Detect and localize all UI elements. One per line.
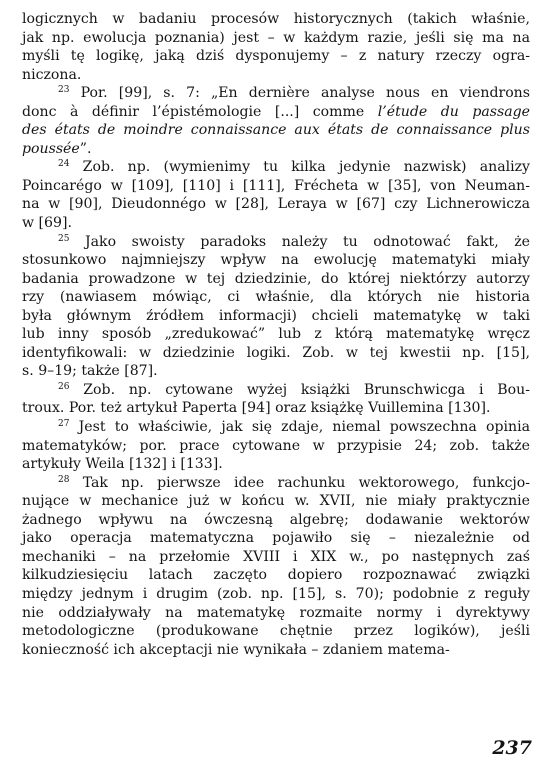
text-line <box>22 307 530 326</box>
text-line <box>22 325 530 344</box>
footnote-start-line <box>22 233 530 252</box>
footnote-start-line <box>22 158 530 177</box>
line-text: jako operacja matematyczna pojawiło się – niezależnie od <box>22 530 530 547</box>
text-line <box>22 641 530 660</box>
text-line <box>22 585 530 604</box>
text-line <box>22 177 530 196</box>
text-line <box>22 66 530 85</box>
line-text: niczona. <box>22 66 82 83</box>
text-line <box>22 455 530 474</box>
text-line <box>22 344 530 363</box>
line-text: kilkudziesięciu latach zaczęto dopiero rozpoznawać związki <box>22 567 530 584</box>
text-line <box>22 492 530 511</box>
text-line <box>22 399 530 418</box>
footnotes-text <box>22 10 530 659</box>
footnote-number: 25 <box>58 233 70 244</box>
footnote-number: 26 <box>58 381 70 392</box>
line-text: lub inny sposób „zredukować” lub z którą matematykę wręcz <box>22 326 530 343</box>
text-line <box>22 47 530 66</box>
line-text: myśli tę logikę, jaką dziś dysponujemy – z natury rzeczy ogra- <box>22 48 530 65</box>
italic-phrase: des états de moindre connaissance aux états de connaissance plus <box>22 122 530 139</box>
footnote-start-line <box>22 418 530 437</box>
text-line <box>22 195 530 214</box>
text-line <box>22 214 530 233</box>
text-line <box>22 548 530 567</box>
text-line <box>22 604 530 623</box>
text-line <box>22 511 530 530</box>
line-text: troux. Por. też artykuł Paperta [94] oraz książkę Vuillemina [130]. <box>22 400 491 417</box>
line-text: na w [90], Dieudonnégo w [28], Leraya w [67] czy Lichnerowicza <box>22 196 530 213</box>
line-text: w [69]. <box>22 215 72 232</box>
text-line <box>22 566 530 585</box>
text-line <box>22 29 530 48</box>
footnote-number: 24 <box>58 159 70 170</box>
text-line <box>22 437 530 456</box>
line-text: Jako swoisty paradoks należy tu odnotować fakt, że <box>85 233 530 250</box>
footnote-number: 28 <box>58 474 70 485</box>
footnote-start-line <box>22 381 530 400</box>
line-text: między jednym i drugim (zob. np. [15], s. 70); podobnie z reguły <box>22 585 530 602</box>
text-line <box>22 251 530 270</box>
line-text: stosunkowo najmniejszy wpływ na ewolucję matematyki miały <box>22 252 530 269</box>
line-text: konieczność ich akceptacji nie wynikała – zdaniem matema- <box>22 641 450 658</box>
line-text: s. 9–19; także [87]. <box>22 363 158 380</box>
footnote-number: 23 <box>58 85 70 96</box>
line-text: Jest to właściwie, jak się zdaje, niemal powszechna opinia <box>78 419 530 436</box>
text-line <box>22 362 530 381</box>
italic-phrase: poussée <box>22 140 80 157</box>
footnote-number: 27 <box>58 419 70 430</box>
text-line <box>22 121 530 140</box>
line-text: poussée”. <box>22 140 92 157</box>
line-text: Zob. np. cytowane wyżej książki Brunschwicga i Bou- <box>83 381 530 398</box>
line-text: mechaniki – na przełomie XVIII i XIX w., po następnych zaś <box>22 548 530 565</box>
line-text <box>22 122 530 138</box>
line-text: nie oddziaływały na matematykę rozmaite normy i dyrektywy <box>22 604 530 621</box>
line-text: rzy (nawiasem mówiąc, ci właśnie, dla których nie historia <box>22 289 530 306</box>
line-text: Tak np. pierwsze idee rachunku wektorowego, funkcjo- <box>82 474 530 491</box>
line-text: Zob. np. (wymienimy tu kilka jedynie nazwisk) analizy <box>82 159 531 176</box>
text-line <box>22 10 530 29</box>
line-text: była głównym źródłem informacji) chcieli matematykę w taki <box>22 307 530 324</box>
footnote-start-line <box>22 474 530 493</box>
line-text: matematyków; por. prace cytowane w przypisie 24; zob. także <box>22 437 530 454</box>
line-text: żadnego wpływu na ówczesną algebrę; dodawanie wektorów <box>22 511 530 528</box>
text-line <box>22 529 530 548</box>
line-text: jak np. ewolucja poznania) jest – w każdym razie, jeśli się ma na <box>22 29 530 46</box>
text-line <box>22 622 530 641</box>
line-text: Por. [99], s. 7: „En dernière analyse nous en viendrons <box>80 85 530 102</box>
line-text: artykuły Weila [132] i [133]. <box>22 456 223 473</box>
page-number: 237 <box>492 737 532 759</box>
line-text: Poincarégo w [109], [110] i [111], Frécheta w [35], von Neuman- <box>22 177 530 194</box>
text-line <box>22 270 530 289</box>
italic-phrase: l’étude du passage <box>377 103 530 120</box>
line-text: logicznych w badaniu procesów historycznych (takich właśnie, <box>22 11 530 27</box>
text-line <box>22 103 530 122</box>
text-line <box>22 288 530 307</box>
line-text: metodologiczne (produkowane chętnie przez logików), jeśli <box>22 623 530 640</box>
line-text: identyfikowali: w dziedzinie logiki. Zob. w tej kwestii np. [15], <box>22 344 530 361</box>
line-text: nujące w mechanice już w końcu w. XVII, nie miały praktycznie <box>22 493 530 510</box>
text-line <box>22 140 530 159</box>
line-text: donc à définir l’épistémologie [...] comme l’étude du passage <box>22 103 530 120</box>
line-text: badania prowadzone w tej dziedzinie, do której niektórzy autorzy <box>22 270 530 287</box>
footnote-start-line <box>22 84 530 103</box>
